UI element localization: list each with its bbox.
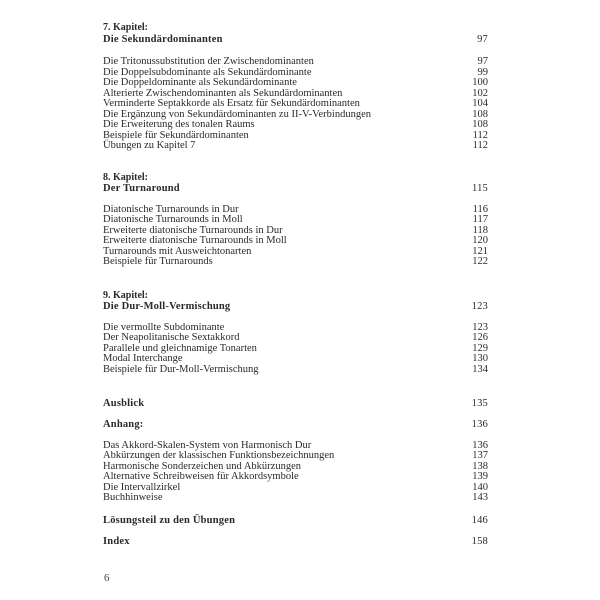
entry-title: Die Intervallzirkel bbox=[103, 482, 181, 493]
page-number: 97 bbox=[477, 34, 488, 45]
toc-entry bbox=[103, 98, 488, 109]
entry-title: Buchhinweise bbox=[103, 492, 163, 503]
chapter-title: Der Turnaround bbox=[103, 183, 180, 194]
entry-title: Erweiterte diatonische Turnarounds in Dur bbox=[103, 225, 283, 236]
page-number: 136 bbox=[471, 419, 488, 430]
page-number: 99 bbox=[477, 67, 488, 78]
toc-entry bbox=[103, 119, 488, 130]
toc-entry bbox=[103, 450, 488, 461]
entry-title: Die vermollte Subdominante bbox=[103, 322, 225, 333]
entry-title: Harmonische Sonderzeichen und Abkürzungen bbox=[103, 461, 301, 472]
chapter-8-heading bbox=[103, 183, 488, 194]
chapter-9-label: 9. Kapitel: bbox=[103, 290, 148, 301]
page-number: 138 bbox=[472, 461, 488, 472]
chapter-8-label: 8. Kapitel: bbox=[103, 172, 148, 183]
page-number: 118 bbox=[472, 225, 488, 236]
index-heading bbox=[103, 536, 488, 547]
toc-entry bbox=[103, 235, 488, 246]
entry-title: Alterierte Zwischendominanten als Sekundärdominanten bbox=[103, 88, 343, 99]
page-number: 120 bbox=[472, 235, 488, 246]
section-title: Index bbox=[103, 536, 130, 547]
page-number: 130 bbox=[472, 353, 488, 364]
toc-entry bbox=[103, 492, 488, 503]
entry-title: Modal Interchange bbox=[103, 353, 183, 364]
toc-entry bbox=[103, 77, 488, 88]
entry-title: Beispiele für Turnarounds bbox=[103, 256, 213, 267]
entry-title: Verminderte Septakkorde als Ersatz für Sekundärdominanten bbox=[103, 98, 360, 109]
section-title: Anhang: bbox=[103, 419, 144, 430]
section-title: Ausblick bbox=[103, 398, 145, 409]
entry-title: Alternative Schreibweisen für Akkordsymbole bbox=[103, 471, 299, 482]
chapter-7-heading bbox=[103, 34, 488, 45]
entry-title: Der Neapolitanische Sextakkord bbox=[103, 332, 240, 343]
page-number: 104 bbox=[472, 98, 488, 109]
entry-title: Turnarounds mit Ausweichtonarten bbox=[103, 246, 252, 257]
entry-title: Diatonische Turnarounds in Dur bbox=[103, 204, 239, 215]
toc-entry bbox=[103, 353, 488, 364]
page-number: 112 bbox=[472, 130, 488, 141]
toc-entry bbox=[103, 256, 488, 267]
page-number: 137 bbox=[472, 450, 488, 461]
chapter-title: Die Sekundärdominanten bbox=[103, 34, 223, 45]
page-number: 117 bbox=[472, 214, 488, 225]
page-number: 158 bbox=[471, 536, 488, 547]
chapter-title: Die Dur-Moll-Vermischung bbox=[103, 301, 231, 312]
page-number: 97 bbox=[477, 56, 488, 67]
page-number: 140 bbox=[472, 482, 488, 493]
page-number: 102 bbox=[472, 88, 488, 99]
page-number: 143 bbox=[472, 492, 488, 503]
entry-title: Abkürzungen der klassischen Funktionsbezeichnungen bbox=[103, 450, 335, 461]
entry-title: Das Akkord-Skalen-System von Harmonisch Dur bbox=[103, 440, 312, 451]
loesungsteil-heading bbox=[103, 515, 488, 526]
entry-title: Parallele und gleichnamige Tonarten bbox=[103, 343, 257, 354]
section-title: Lösungsteil zu den Übungen bbox=[103, 515, 236, 526]
page-number: 136 bbox=[472, 440, 488, 451]
page-number: 123 bbox=[471, 301, 488, 312]
page-number: 129 bbox=[472, 343, 488, 354]
toc-entry bbox=[103, 140, 488, 151]
page-number: 112 bbox=[472, 140, 488, 151]
page-number: 146 bbox=[471, 515, 488, 526]
toc-entry bbox=[103, 214, 488, 225]
page-number: 122 bbox=[472, 256, 488, 267]
entry-title: Die Doppeldominante als Sekundärdominante bbox=[103, 77, 297, 88]
folio-page-number: 6 bbox=[104, 572, 110, 584]
page-number: 126 bbox=[472, 332, 488, 343]
page-number: 123 bbox=[472, 322, 488, 333]
page-number: 108 bbox=[472, 119, 488, 130]
entry-title: Die Ergänzung von Sekundärdominanten zu II-V-Verbindungen bbox=[103, 109, 371, 120]
chapter-9-heading bbox=[103, 301, 488, 312]
entry-title: Die Tritonussubstitution der Zwischendominanten bbox=[103, 56, 314, 67]
page-number: 121 bbox=[472, 246, 488, 257]
entry-title: Die Doppelsubdominante als Sekundärdominante bbox=[103, 67, 312, 78]
anhang-heading bbox=[103, 419, 488, 430]
toc-entry bbox=[103, 56, 488, 67]
entry-title: Diatonische Turnarounds in Moll bbox=[103, 214, 243, 225]
entry-title: Beispiele für Dur-Moll-Vermischung bbox=[103, 364, 259, 375]
toc-entry bbox=[103, 471, 488, 482]
entry-title: Die Erweiterung des tonalen Raums bbox=[103, 119, 255, 130]
entry-title: Übungen zu Kapitel 7 bbox=[103, 140, 196, 151]
toc-entry bbox=[103, 332, 488, 343]
chapter-7-label: 7. Kapitel: bbox=[103, 22, 148, 33]
page-number: 139 bbox=[472, 471, 488, 482]
page-number: 100 bbox=[472, 77, 488, 88]
entry-title: Beispiele für Sekundärdominanten bbox=[103, 130, 249, 141]
page-number: 108 bbox=[472, 109, 488, 120]
entry-title: Erweiterte diatonische Turnarounds in Moll bbox=[103, 235, 287, 246]
page-number: 134 bbox=[472, 364, 488, 375]
page-number: 115 bbox=[472, 183, 488, 194]
page-number: 116 bbox=[472, 204, 488, 215]
toc-entry bbox=[103, 364, 488, 375]
page-number: 135 bbox=[471, 398, 488, 409]
ausblick-heading bbox=[103, 398, 488, 409]
